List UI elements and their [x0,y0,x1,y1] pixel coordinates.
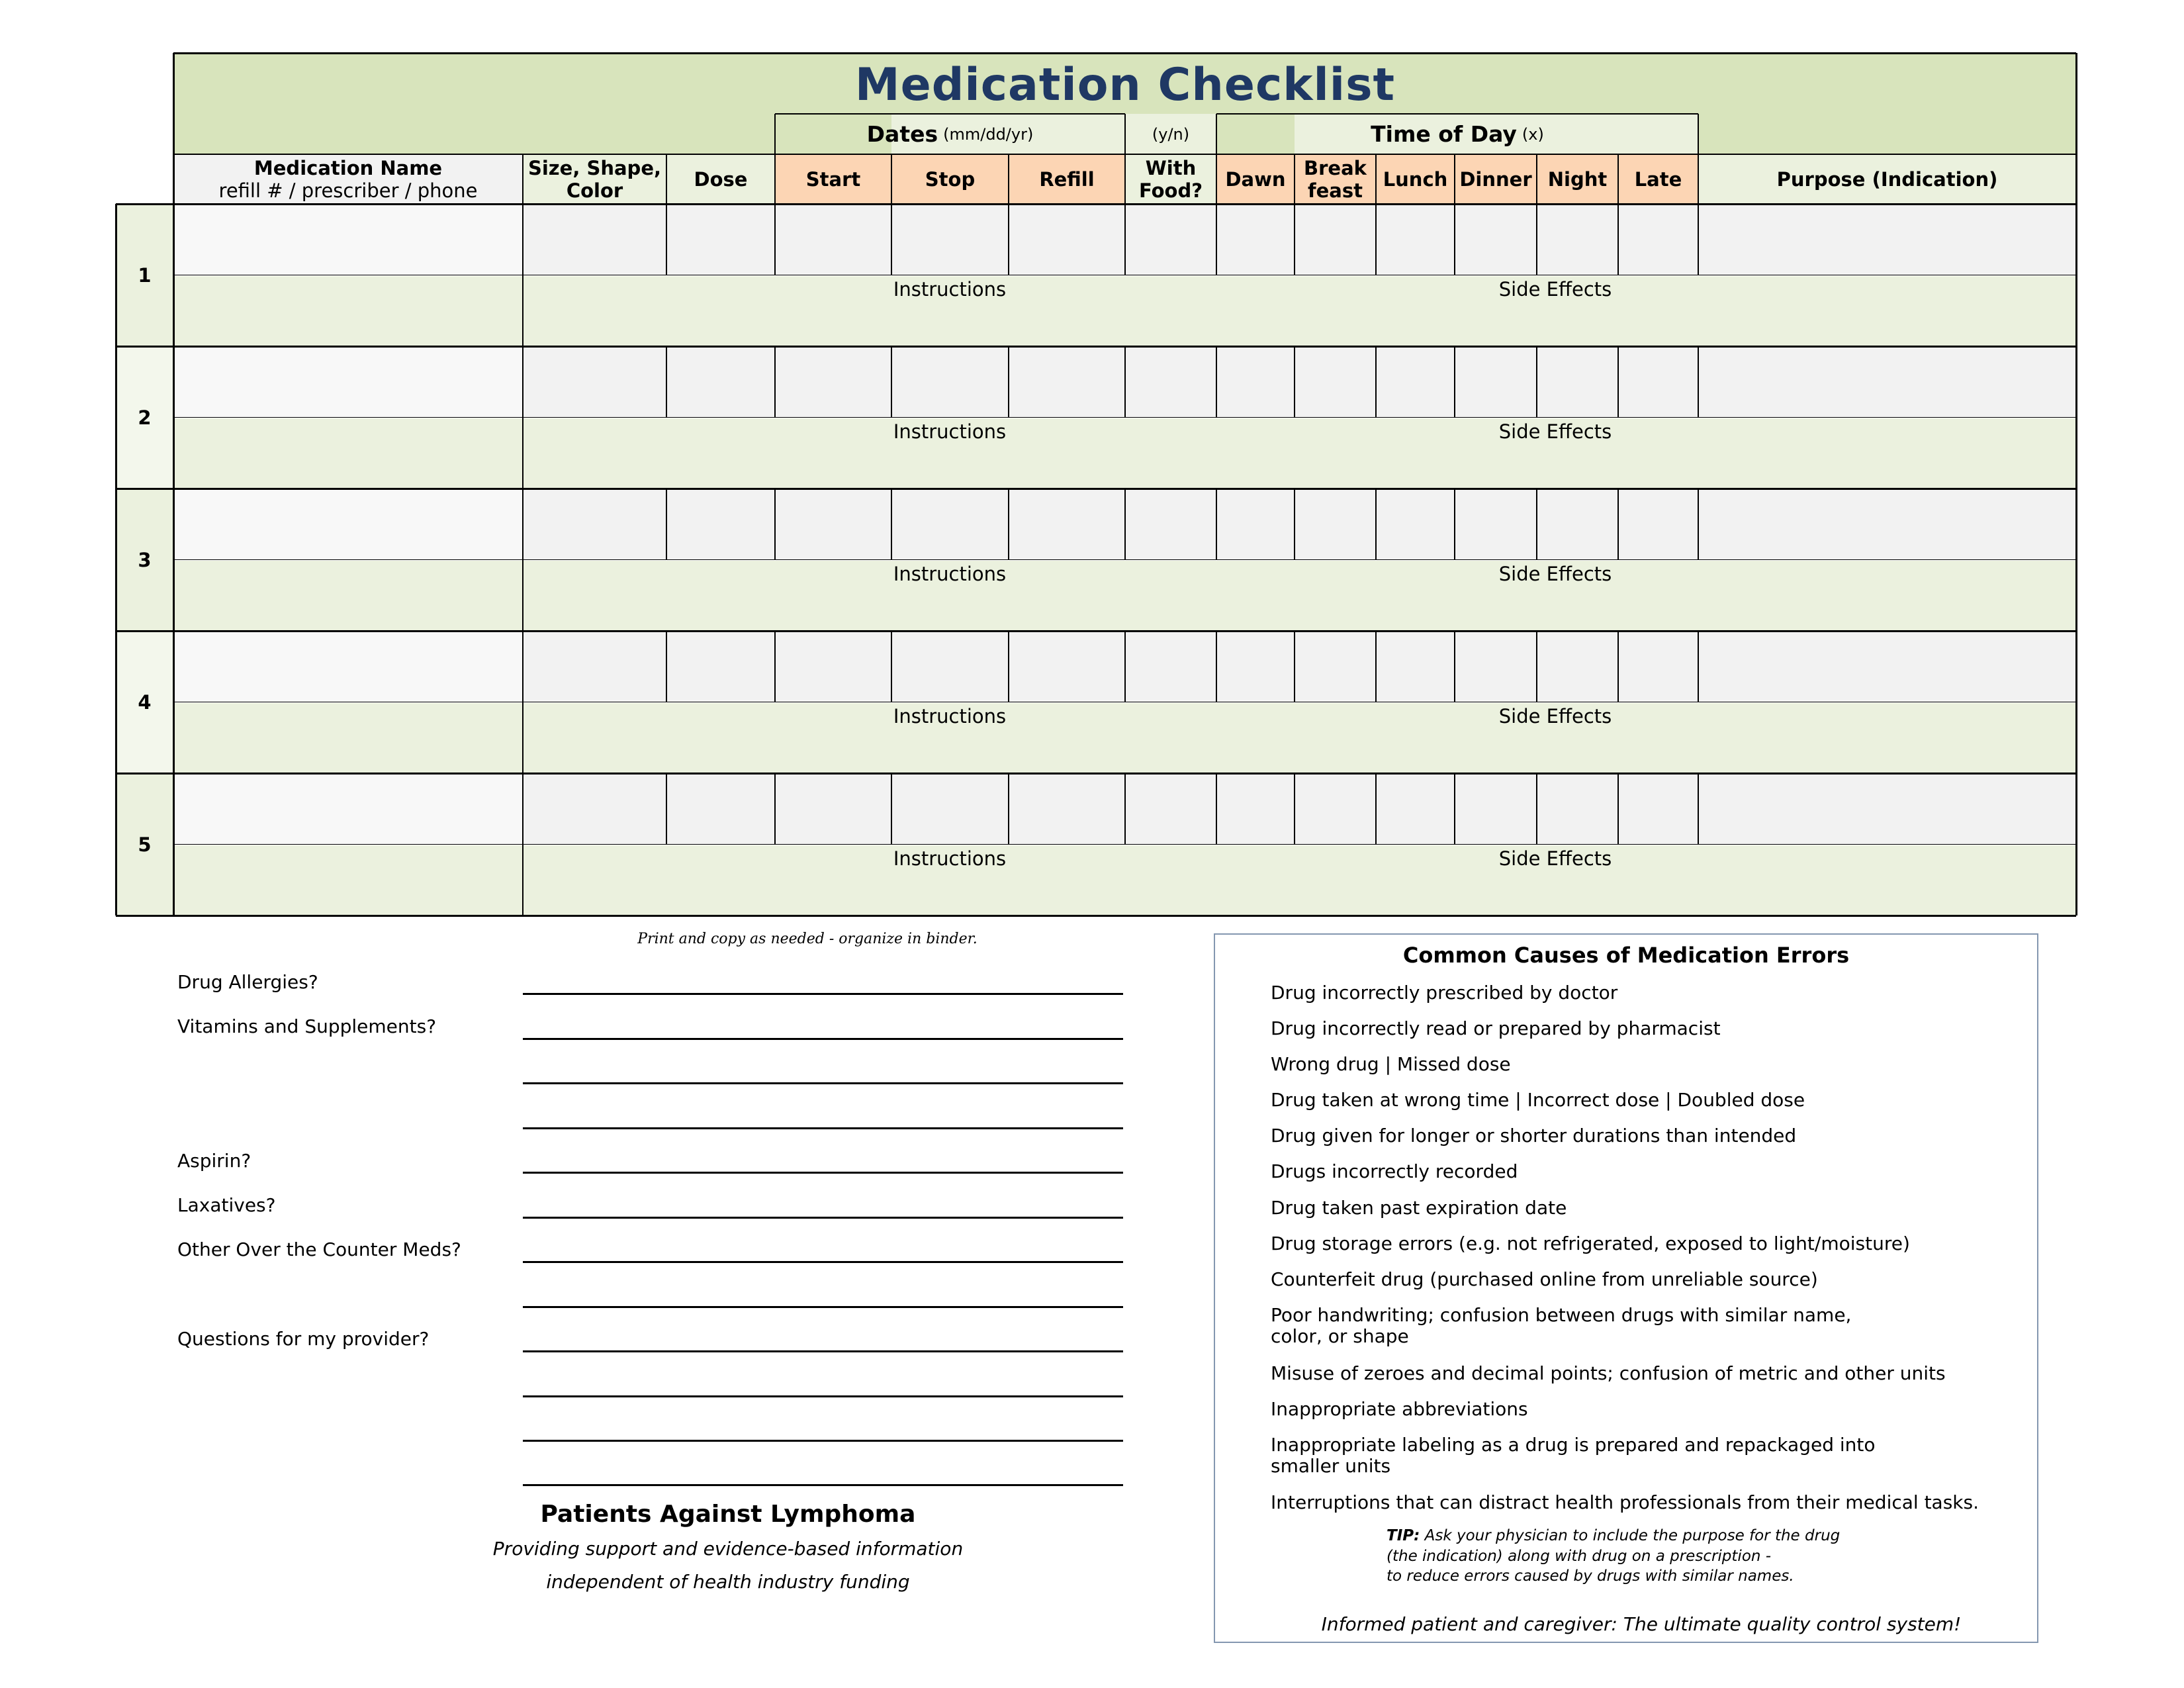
grid-line [1536,154,1537,204]
medication-name-input[interactable] [173,204,523,275]
row-3-refill-input[interactable] [1009,489,1125,560]
column-header-text: Size, Shape, [527,156,662,179]
time-of-day-unit: (x) [1522,124,1544,144]
column-header-text: Color [566,179,623,202]
row-bottom-line [116,488,2076,490]
column-header-text: Food? [1138,179,1203,202]
row-number: 1 [138,263,152,287]
row-3-stop-input[interactable] [891,489,1009,560]
row-number: 2 [138,406,152,429]
row-number: 4 [138,690,152,714]
answer-line-4[interactable] [523,1127,1123,1129]
instructions-side-effects-input[interactable] [523,703,2076,774]
medication-name-input[interactable] [173,631,523,702]
grid-line [1698,773,1699,845]
row-3-dinner-input[interactable] [1455,489,1537,560]
grid-line [666,631,667,702]
grid-line [1536,204,1537,275]
header-bottom-line [116,203,2076,205]
column-header-refill [1009,154,1125,204]
grid-line [1216,204,1217,275]
answer-line-11[interactable] [523,1440,1123,1442]
grid-line [1294,489,1295,560]
grid-line [1008,489,1009,560]
grid-line [1617,489,1619,560]
grid-line [1617,631,1619,702]
grid-line [1216,773,1217,845]
row-1-purpose-input[interactable] [1698,204,2076,275]
grid-line [1375,489,1377,560]
row-1-late-input[interactable] [1618,204,1698,275]
grid-line [1124,489,1126,560]
grid-line [1536,631,1537,702]
column-header-text: Dinner [1459,167,1532,191]
column-header-text: Start [805,167,861,191]
grid-line [1617,154,1619,204]
refill-prescriber-input[interactable] [173,561,523,632]
row-1-dose-input[interactable] [666,204,775,275]
error-item: Drug incorrectly prescribed by doctor [1271,982,1618,1004]
column-header-text: Purpose (Indication) [1776,167,1998,191]
grid-line [1375,204,1377,275]
row-4-dose-input[interactable] [666,631,775,702]
grid-line [1375,631,1377,702]
error-item: Drug given for longer or shorter durations than intended [1271,1125,1797,1147]
row-2-stop-input[interactable] [891,346,1009,418]
row-5-lunch-input[interactable] [1376,773,1455,845]
grid-line [1124,114,1126,154]
row-2-with-food-input[interactable] [1125,346,1216,418]
row-bottom-line [116,773,2076,774]
tip-line-1 [1387,1526,1982,1548]
grid-line [1536,773,1537,845]
row-4-breakfast-input[interactable] [1295,631,1376,702]
row-5-night-input[interactable] [1537,773,1618,845]
grid-line [1617,346,1619,418]
grid-line [1008,346,1009,418]
row-number: 3 [138,548,152,571]
row-5-purpose-input[interactable] [1698,773,2076,845]
row-1-refill-input[interactable] [1009,204,1125,275]
column-header-size-shape-color [523,154,666,204]
grid-line [522,631,523,773]
row-bottom-line [116,630,2076,632]
row-1-start-input[interactable] [775,204,891,275]
column-header-lunch [1376,154,1455,204]
instructions-label: Instructions [893,420,1007,443]
row-number-left-border [115,204,117,915]
refill-prescriber-input[interactable] [173,845,523,917]
row-3-purpose-input[interactable] [1698,489,2076,560]
side-effects-label: Side Effects [1498,420,1612,443]
answer-line-3[interactable] [523,1082,1123,1084]
row-3-start-input[interactable] [775,489,891,560]
row-3-night-input[interactable] [1537,489,1618,560]
grid-line [1124,154,1126,204]
org-tagline-2: independent of health industry funding [546,1570,910,1593]
error-item: Inappropriate abbreviations [1271,1398,1528,1420]
column-header-text: Medication Name [253,156,443,179]
row-2-purpose-input[interactable] [1698,346,2076,418]
grid-line [774,154,776,204]
grid-line [1294,346,1295,418]
errors-title: Common Causes of Medication Errors [1402,943,1850,968]
row-3-dawn-input[interactable] [1216,489,1295,560]
error-item: Interruptions that can distract health professionals from their medical tasks. [1271,1491,1979,1513]
row-5-refill-input[interactable] [1009,773,1125,845]
row-4-night-input[interactable] [1537,631,1618,702]
org-tagline-1: Providing support and evidence-based information [492,1537,964,1560]
grid-line [1698,114,1699,154]
row-1-with-food-input[interactable] [1125,204,1216,275]
grid-line [1454,204,1455,275]
error-item: Drug taken at wrong time | Incorrect dose | Doubled dose [1271,1089,1805,1111]
medication-name-input[interactable] [173,773,523,845]
column-header-dinner [1455,154,1537,204]
row-1-dinner-input[interactable] [1455,204,1537,275]
column-header-text: Lunch [1383,167,1448,191]
left-table-border [173,53,175,915]
time-of-day-group-label [1216,114,1698,154]
row-2-start-input[interactable] [775,346,891,418]
row-5-start-input[interactable] [775,773,891,845]
row-4-start-input[interactable] [775,631,891,702]
closing-line: Informed patient and caregiver: The ultimate quality control system! [1321,1613,1962,1635]
column-header-night [1537,154,1618,204]
grid-line [891,631,892,702]
column-header-text: Stop [925,167,976,191]
answer-line-6[interactable] [523,1217,1123,1219]
row-3-breakfast-input[interactable] [1295,489,1376,560]
grid-line [666,346,667,418]
error-item: Wrong drug | Missed dose [1271,1053,1511,1075]
answer-line-2[interactable] [523,1038,1123,1040]
instructions-side-effects-input[interactable] [523,276,2076,348]
row-1-lunch-input[interactable] [1376,204,1455,275]
grid-line [1617,773,1619,845]
row-4-dinner-input[interactable] [1455,631,1537,702]
row-2-late-input[interactable] [1618,346,1698,418]
error-item: Drugs incorrectly recorded [1271,1160,1518,1182]
column-header-late [1618,154,1698,204]
print-note: Print and copy as needed - organize in binder. [637,930,978,947]
row-4-with-food-input[interactable] [1125,631,1216,702]
row-2-dawn-input[interactable] [1216,346,1295,418]
instructions-label: Instructions [893,847,1007,870]
row-1-dawn-input[interactable] [1216,204,1295,275]
row-5-dose-input[interactable] [666,773,775,845]
grid-line [666,154,667,204]
column-header-with-food [1125,154,1216,204]
grid-line [775,113,1125,115]
instructions-label: Instructions [893,704,1007,727]
row-5-stop-input[interactable] [891,773,1009,845]
error-item: Poor handwriting; confusion between drugs with similar name, [1271,1304,1852,1326]
column-header-text: With [1145,156,1197,179]
row-2-size-shape-color-input[interactable] [523,346,666,418]
right-table-border [2075,53,2077,915]
side-effects-label: Side Effects [1498,277,1612,301]
answer-line-5[interactable] [523,1172,1123,1174]
answer-line-8[interactable] [523,1306,1123,1308]
grid-line [522,346,523,489]
grid-line [1216,489,1217,560]
side-effects-label: Side Effects [1498,704,1612,727]
grid-line [666,773,667,845]
column-header-text: Refill [1039,167,1095,191]
grid-line [774,114,776,154]
column-header-text: refill # / prescriber / phone [218,179,478,202]
grid-line [1008,631,1009,702]
grid-line [1216,631,1217,702]
row-4-lunch-input[interactable] [1376,631,1455,702]
error-item: Counterfeit drug (purchased online from unreliable source) [1271,1268,1818,1290]
grid-line [1536,489,1537,560]
column-header-start [775,154,891,204]
grid-line [1454,489,1455,560]
row-3-dose-input[interactable] [666,489,775,560]
row-5-breakfast-input[interactable] [1295,773,1376,845]
grid-line [1294,773,1295,845]
column-header-text: Break [1304,156,1367,179]
row-3-with-food-input[interactable] [1125,489,1216,560]
column-header-text: Dose [694,167,748,191]
grid-line [1008,204,1009,275]
column-header-dose [666,154,775,204]
row-1-size-shape-color-input[interactable] [523,204,666,275]
row-1-stop-input[interactable] [891,204,1009,275]
row-3-size-shape-color-input[interactable] [523,489,666,560]
error-item: smaller units [1271,1455,1391,1477]
grid-line [1454,631,1455,702]
dates-group-label [775,114,1125,154]
vitamins-label: Vitamins and Supplements? [177,1015,437,1037]
grid-line [774,631,776,702]
tip-text-1: Ask your physician to include the purpose for the drug [1420,1527,1841,1544]
column-header-dawn [1216,154,1295,204]
org-name: Patients Against Lymphoma [540,1500,916,1528]
refill-prescriber-input[interactable] [173,418,523,490]
grid-line [891,773,892,845]
row-4-refill-input[interactable] [1009,631,1125,702]
grid-line [891,154,892,204]
grid-line [891,489,892,560]
grid-line [774,489,776,560]
column-header-purpose [1698,154,2076,204]
grid-line [1124,773,1126,845]
grid-line [1454,346,1455,418]
grid-line [891,346,892,418]
error-item: Misuse of zeroes and decimal points; confusion of metric and other units [1271,1362,1946,1384]
grid-line [774,346,776,418]
grid-line [1216,113,1698,115]
answer-line-1[interactable] [523,993,1123,995]
row-2-lunch-input[interactable] [1376,346,1455,418]
medication-name-input[interactable] [173,489,523,560]
row-bottom-line [116,915,2076,917]
tip-line-3: to reduce errors caused by drugs with similar names. [1387,1568,1794,1585]
instructions-side-effects-input[interactable] [523,561,2076,632]
row-4-late-input[interactable] [1618,631,1698,702]
drug-allergies-label: Drug Allergies? [177,970,318,993]
column-header-text: Dawn [1225,167,1286,191]
instructions-label: Instructions [893,277,1007,301]
row-2-refill-input[interactable] [1009,346,1125,418]
grid-line [666,204,667,275]
row-2-dinner-input[interactable] [1455,346,1537,418]
grid-line [1617,204,1619,275]
row-3-late-input[interactable] [1618,489,1698,560]
tip-line-2: (the indication) along with drug on a prescription - [1387,1548,1772,1565]
row-5-with-food-input[interactable] [1125,773,1216,845]
error-item: Drug incorrectly read or prepared by pharmacist [1271,1017,1721,1039]
grid-line [522,154,523,204]
row-5-late-input[interactable] [1618,773,1698,845]
side-effects-label: Side Effects [1498,847,1612,870]
grid-line [1216,114,1217,154]
refill-prescriber-input[interactable] [173,703,523,774]
grid-line [1375,346,1377,418]
row-5-size-shape-color-input[interactable] [523,773,666,845]
aspirin-label: Aspirin? [177,1149,251,1172]
row-4-stop-input[interactable] [891,631,1009,702]
grid-line [1124,204,1126,275]
error-item: Inappropriate labeling as a drug is prepared and repackaged into [1271,1434,1876,1456]
grid-line [1698,204,1699,275]
column-header-text: Late [1634,167,1682,191]
row-4-size-shape-color-input[interactable] [523,631,666,702]
row-4-purpose-input[interactable] [1698,631,2076,702]
grid-line [774,773,776,845]
row-1-breakfast-input[interactable] [1295,204,1376,275]
page-title: Medication Checklist [854,58,1396,111]
grid-line [1124,346,1126,418]
grid-line [666,489,667,560]
instructions-label: Instructions [893,562,1007,585]
dates-label: Dates [866,121,938,147]
row-3-lunch-input[interactable] [1376,489,1455,560]
grid-line [891,204,892,275]
answer-line-10[interactable] [523,1395,1123,1397]
row-2-night-input[interactable] [1537,346,1618,418]
grid-line [522,773,523,915]
questions-label: Questions for my provider? [177,1327,430,1350]
grid-line [1294,154,1295,204]
tip-label: TIP: [1387,1527,1420,1544]
grid-line [1698,489,1699,560]
title-top-border [173,52,2076,54]
grid-line [1008,154,1009,204]
grid-line [1216,154,1217,204]
column-header-breakfast [1295,154,1376,204]
answer-line-9[interactable] [523,1350,1123,1352]
grid-line [1536,346,1537,418]
column-header-stop [891,154,1009,204]
instructions-side-effects-input[interactable] [523,845,2076,917]
dates-unit: (mm/dd/yr) [943,124,1034,144]
grid-line [1294,204,1295,275]
answer-line-7[interactable] [523,1261,1123,1263]
row-number: 5 [138,833,152,856]
row-5-dawn-input[interactable] [1216,773,1295,845]
instructions-side-effects-input[interactable] [523,418,2076,490]
grid-line [1698,631,1699,702]
column-header-text: Night [1547,167,1608,191]
row-2-breakfast-input[interactable] [1295,346,1376,418]
grid-line [522,204,523,346]
refill-prescriber-input[interactable] [173,276,523,348]
time-of-day-label: Time of Day [1371,121,1517,147]
error-item: Drug taken past expiration date [1271,1197,1567,1219]
grid-line [1216,346,1217,418]
answer-line-12[interactable] [523,1484,1123,1486]
grid-line [1375,773,1377,845]
column-header-text: feast [1308,179,1363,202]
medication-name-input[interactable] [173,346,523,418]
grid-line [1454,154,1455,204]
side-effects-label: Side Effects [1498,562,1612,585]
grid-line [1124,631,1126,702]
grid-line [1454,773,1455,845]
yn-label: (y/n) [1152,124,1190,144]
grid-line [1008,773,1009,845]
row-1-night-input[interactable] [1537,204,1618,275]
laxatives-label: Laxatives? [177,1194,276,1216]
grid-line [774,204,776,275]
grid-line [1294,631,1295,702]
grid-line [522,489,523,631]
row-4-dawn-input[interactable] [1216,631,1295,702]
row-2-dose-input[interactable] [666,346,775,418]
otc-label: Other Over the Counter Meds? [177,1238,461,1260]
error-item: color, or shape [1271,1325,1409,1347]
grid-line [1698,346,1699,418]
column-header-medication-name [173,154,523,204]
row-5-dinner-input[interactable] [1455,773,1537,845]
row-bottom-line [116,346,2076,348]
grid-line [1698,154,1699,204]
grid-line [1375,154,1377,204]
error-item: Drug storage errors (e.g. not refrigerated, exposed to light/moisture) [1271,1233,1910,1254]
